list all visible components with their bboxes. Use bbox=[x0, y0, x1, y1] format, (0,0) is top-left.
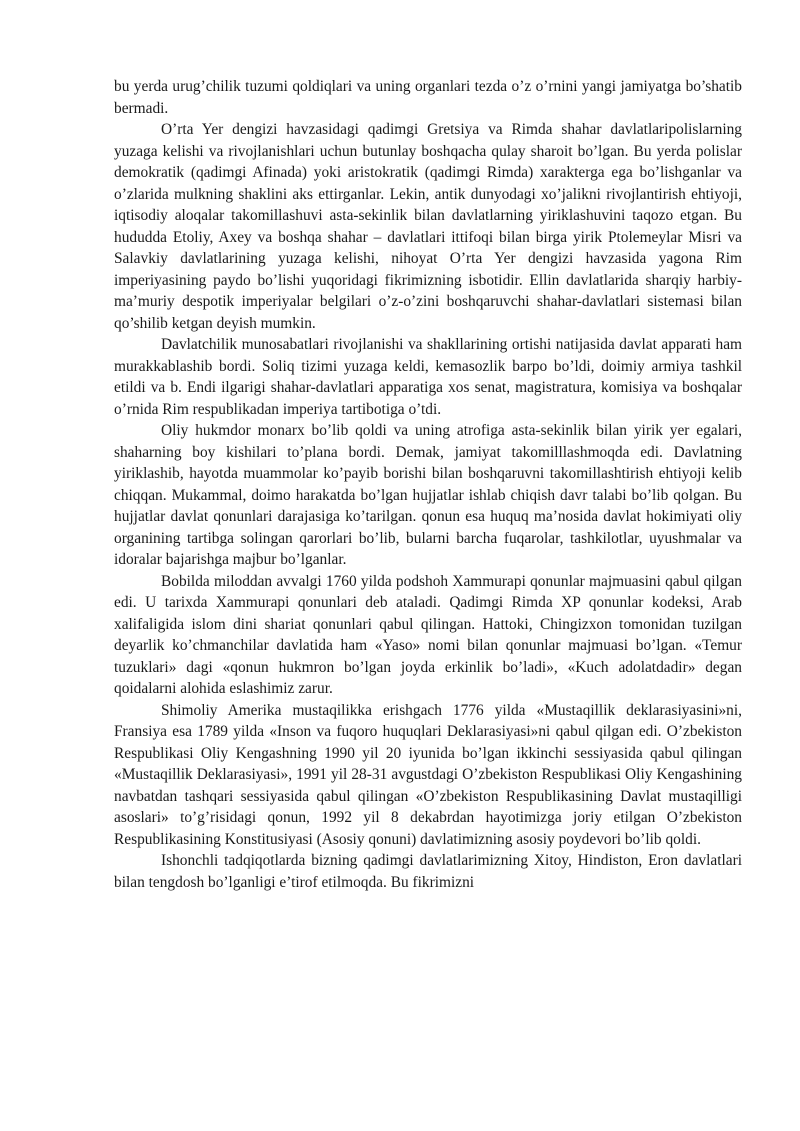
paragraph: Bobilda miloddan avvalgi 1760 yilda podshoh Xammurapi qonunlar majmuasini qabul qilgan edi. U tarixda Xammurapi qonunlari deb ataladi. Qadimgi Rimda XP qonunlar kodeksi, Arab xalifaligida islom dini shariat qonunlari qabul qilingan. Hattoki, Chingizxon tomonidan tuzilgan deyarlik ko’chmanchilar davlatida ham «Yaso» nomi bilan qonunlar majmuasi bo’lgan. «Temur tuzuklari» dagi «qonun hukmron bo’lgan joyda erkinlik bo’ladi», «Kuch adolatdadir» degan qoidalarni alohida eslashimiz zarur. bbox=[114, 572, 742, 697]
paragraph: O’rta Yer dengizi havzasidagi qadimgi Gretsiya va Rimda shahar davlatlaripolislarning yuzaga kelishi va rivojlanishlari uchun butunlay boshqacha qulay sharoit bo’lgan. Bu yerda polislar demokratik (qadimgi Afinada) yoki aristokratik (qadimgi Rimda) xarakterga ega bo’lishganlar va o’zlarida mulkning shaklini aks ettirganlar. Lekin, antik dunyodagi xo’jalikni rivojlantirish ehtiyoji, iqtisodiy aloqalar takomillashuvi asta-sekinlik bilan davlatlarning yiriklashuvini taqozo etgan. Bu hududda Etoliy, Axey va boshqa shahar – davlatlari ittifoqi bilan birga yirik Ptolemeylar Misri va Salavkiy davlatlarining yuzaga kelishi, nihoyat O’rta Yer dengizi havzasida yagona Rim imperiyasining paydo bo’lishi yuqoridagi fikrimizning isbotidir. Ellin davlatlarida sharqiy harbiy-ma’muriy despotik imperiyalar belgilari o’z-o’zini boshqaruvchi shahar-davlatlari sistemasi bilan qo’shilib ketgan deyish mumkin. bbox=[114, 121, 742, 332]
paragraph: bu yerda urug’chilik tuzumi qoldiqlari va uning organlari tezda o’z o’rnini yangi jamiyatga bo’shatib bermadi. bbox=[114, 78, 742, 117]
paragraph: Oliy hukmdor monarx bo’lib qoldi va uning atrofiga asta-sekinlik bilan yirik yer egalari, shaharning boy kishilari to’plana bordi. Demak, jamiyat takomilllashmoqda edi. Davlatning yiriklashib, hayotda muammolar ko’payib borishi bilan boshqaruvni takomillashtirish ehtiyoji kelib chiqqan. Mukammal, doimo harakatda bo’lgan hujjatlar ishlab chiqish davr talabi bo’lib qolgan. Bu hujjatlar davlat qonunlari darajasiga ko’tarilgan. qonun esa huquq ma’nosida davlat hokimiyati oliy organining tartibga solingan qarorlari bo’lib, bularni barcha fuqarolar, tashkilotlar, uyushmalar va idoralar bajarishga majbur bo’lganlar. bbox=[114, 422, 742, 568]
paragraph: Davlatchilik munosabatlari rivojlanishi va shakllarining ortishi natijasida davlat apparati ham murakkablashib bordi. Soliq tizimi yuzaga keldi, kemasozlik barpo bo’ldi, doimiy armiya tashkil etildi va b. Endi ilgarigi shahar-davlatlari apparatiga xos senat, magistratura, komisiya va boshqalar o’rnida Rim respublikadan imperiya tartibotiga o’tdi. bbox=[114, 336, 742, 418]
paragraph: Ishonchli tadqiqotlarda bizning qadimgi davlatlarimizning Xitoy, Hindiston, Eron davlatlari bilan tengdosh bo’lganligi e’tirof etilmoqda. Bu fikrimizni bbox=[114, 852, 742, 891]
paragraph: Shimoliy Amerika mustaqilikka erishgach 1776 yilda «Mustaqillik deklarasiyasini»ni, Fransiya esa 1789 yilda «Inson va fuqoro huquqlari Deklarasiyasi»ni qabul qilgan edi. O’zbekiston Respublikasi Oliy Kengashning 1990 yil 20 iyunida bo’lgan ikkinchi sessiyasida qabul qilingan «Mustaqillik Deklarasiyasi», 1991 yil 28-31 avgustdagi O’zbekiston Respublikasi Oliy Kengashining navbatdan tashqari sessiyasida qabul qilingan «O’zbekiston Respublikasining Davlat mustaqilligi asoslari» to’g’risidagi qonun, 1992 yil 8 dekabrdan hayotimizga joriy etilgan O’zbekiston Respublikasining Konstitusiyasi (Asosiy qonuni) davlatimizning asosiy poydevori bo’lib qoldi. bbox=[114, 701, 742, 848]
document-page bbox=[114, 76, 742, 893]
